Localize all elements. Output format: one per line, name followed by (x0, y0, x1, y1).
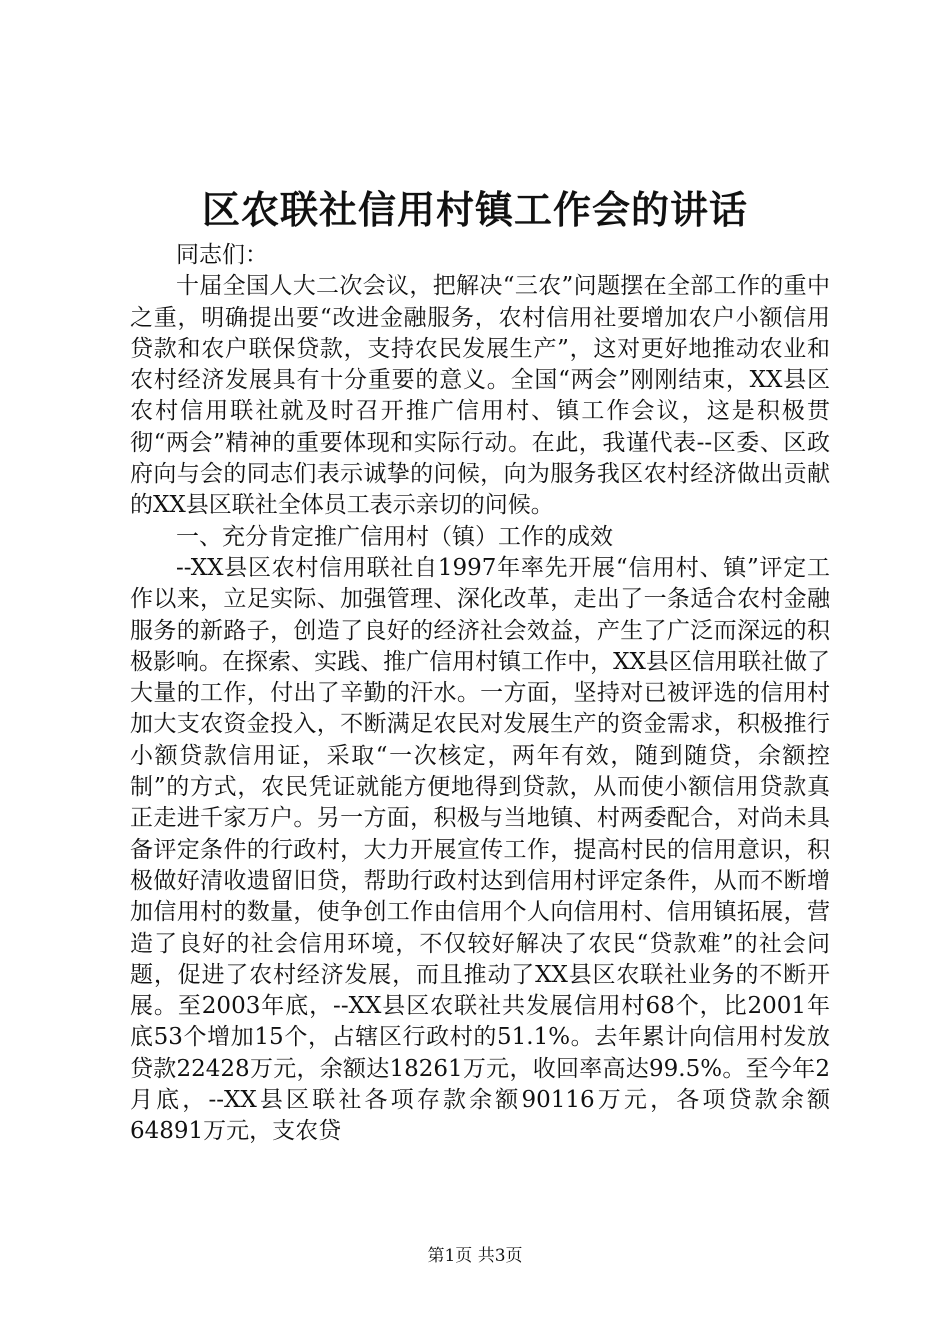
page-number-footer: 第1页 共3页 (427, 1246, 523, 1266)
section-heading: 一、充分肯定推广信用村（镇）工作的成效 (176, 523, 613, 550)
paragraph-section-one: --XX县区农村信用联社自1997年率先开展“信用村、镇”评定工作以来，立足实际、加强管理、深化改革，走出了一条适合农村金融服务的新路子，创造了良好的经济社会效益，产生了广泛而深远的积极影响。在探索、实践、推广信用村镇工作中，XX县区信用联社做了大量的工作，付出了辛勤的汗水。一方面，坚持对已被评选的信用村加大支农资金投入，不断满足农民对发展生产的资金需求，积极推行小额贷款信用证，采取“一次核定，两年有效，随到随贷，余额控制”的方式，农民凭证就能方便地得到贷款，从而使小额信用贷款真正走进千家万户。另一方面，积极与当地镇、村两委配合，对尚未具备评定条件的行政村，大力开展宣传工作，提高村民的信用意识，积极做好清收遗留旧贷，帮助行政村达到信用村评定条件，从而不断增加信用村的数量，使争创工作由信用个人向信用村、信用镇拓展，营造了良好的社会信用环境，不仅较好解决了农民“贷款难”的社会问题，促进了农村经济发展，而且推动了XX县区农联社业务的不断开展。至2003年底，--XX县区农联社共发展信用村68个，比2001年底53个增加15个，占辖区行政村的51.1%。去年累计向信用村发放贷款22428万元，余额达18261万元，收回率高达99.5%。至今年2月底，--XX县区联社各项存款余额90116万元，各项贷款余额64891万元，支农贷 (130, 554, 830, 1145)
salutation: 同志们： (176, 242, 268, 268)
paragraph-intro: 十届全国人大二次会议，把解决“三农”问题摆在全部工作的重中之重，明确提出要“改进金融服务，农村信用社要增加农户小额信用贷款和农户联保贷款，支持农民发展生产”，这对更好地推动农业和农村经济发展具有十分重要的意义。全国“两会”刚刚结束，XX县区农村信用联社就及时召开推广信用村、镇工作会议，这是积极贯彻“两会”精神的重要体现和实际行动。在此，我谨代表--区委、区政府向与会的同志们表示诚挚的问候，向为服务我区农村经济做出贡献的XX县区联社全体员工表示亲切的问候。 (130, 273, 830, 519)
document-body (130, 240, 830, 1148)
document-title: 区农联社信用村镇工作会的讲话 (201, 187, 748, 232)
